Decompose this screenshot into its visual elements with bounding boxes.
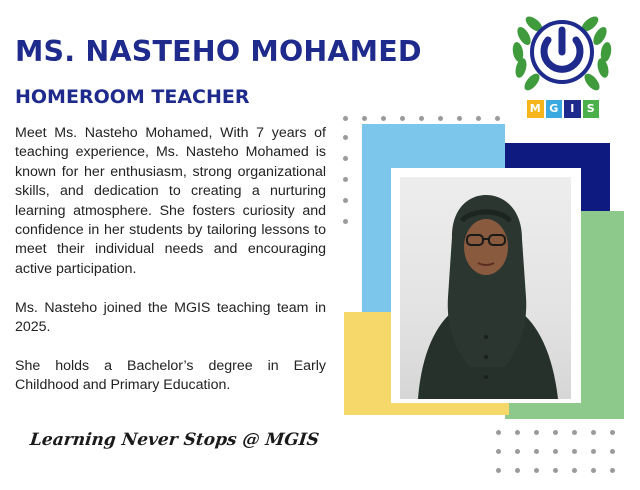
decor-dot <box>343 219 348 224</box>
decor-dot <box>534 468 539 473</box>
decor-dot <box>496 449 501 454</box>
decor-dot <box>534 430 539 435</box>
decor-dot <box>553 468 558 473</box>
decor-dot <box>343 156 348 161</box>
logo-letter: S <box>583 100 600 118</box>
teacher-role: HOMEROOM TEACHER <box>15 86 250 108</box>
decor-dot <box>610 468 615 473</box>
logo-wordmark <box>527 100 599 120</box>
decor-dot <box>419 116 424 121</box>
decor-dot <box>515 449 520 454</box>
decor-dot <box>591 468 596 473</box>
bio-paragraph-degree: She holds a Bachelor’s degree in Early Childhood and Primary Education. <box>15 357 326 394</box>
decor-dot <box>476 116 481 121</box>
decor-dot <box>381 116 386 121</box>
decor-dot <box>495 116 500 121</box>
decor-dot <box>610 430 615 435</box>
decor-dot <box>343 116 348 121</box>
decor-dot <box>496 468 501 473</box>
decor-dot <box>343 177 348 182</box>
decor-dot <box>457 116 462 121</box>
decor-dot <box>362 116 367 121</box>
decor-dot <box>553 449 558 454</box>
decor-dot <box>610 449 615 454</box>
bio-paragraph-intro: Meet Ms. Nasteho Mohamed, With 7 years of teaching experience, Ms. Nasteho Mohamed is known for her enthusiasm, strong organizational skills, and dedication to creating a nurturing learning atmosphere. She fosters curiosity and confidence in her students by tailoring lessons to meet their individual needs and encouraging active participation. <box>15 125 326 277</box>
decor-dot <box>572 468 577 473</box>
decor-dot <box>496 430 501 435</box>
decor-dot <box>572 430 577 435</box>
decor-dot <box>572 449 577 454</box>
decor-dot <box>534 449 539 454</box>
teacher-portrait <box>400 177 571 399</box>
logo-letter: M <box>527 100 544 118</box>
logo-letter: G <box>546 100 563 118</box>
power-laurel-icon <box>508 6 616 106</box>
bio-text <box>15 124 326 415</box>
decor-dot <box>400 116 405 121</box>
decor-dot <box>515 468 520 473</box>
decor-dot <box>591 430 596 435</box>
logo-letter: I <box>564 100 581 118</box>
decor-dot <box>553 430 558 435</box>
decor-dot <box>343 198 348 203</box>
decor-dot <box>343 135 348 140</box>
decor-dot <box>438 116 443 121</box>
decor-dot <box>515 430 520 435</box>
teacher-name: MS. NASTEHO MOHAMED <box>15 35 422 68</box>
decor-dot <box>591 449 596 454</box>
tagline: Learning Never Stops @ MGIS <box>28 430 321 450</box>
bio-paragraph-joined: Ms. Nasteho joined the MGIS teaching team in 2025. <box>15 299 326 336</box>
